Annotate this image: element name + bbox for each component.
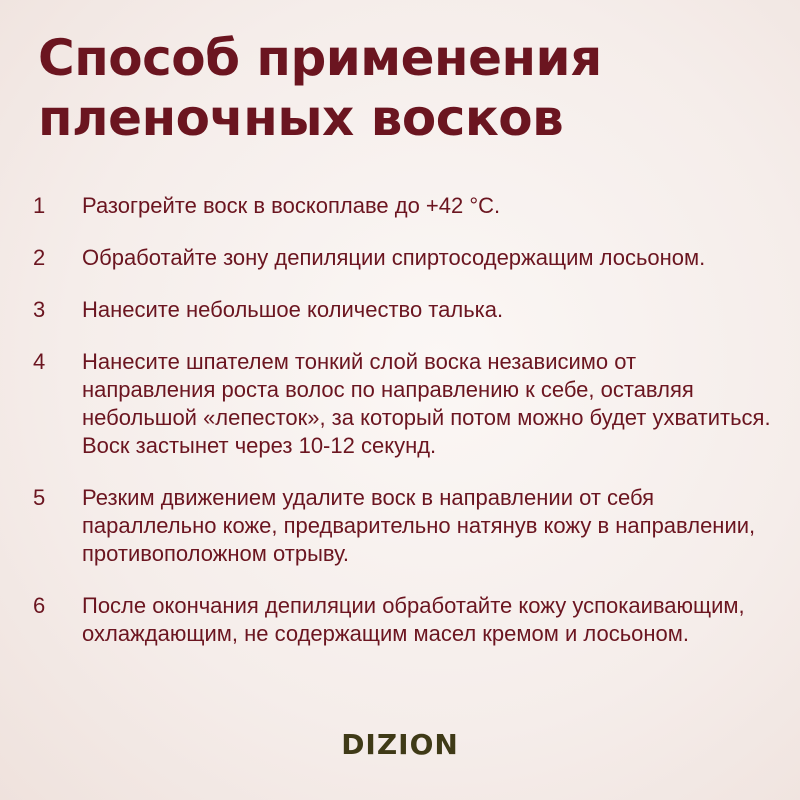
step-text: Резким движением удалите воск в направлении от себя параллельно коже, предварительно натянув кожу в направлении, противоположном отрыву. [82,485,756,566]
step-text: Нанесите небольшое количество талька. [82,297,504,322]
step-text: Нанесите шпателем тонкий слой воска независимо от направления роста волос по направлению к себе, оставляя небольшой «лепесток», за который потом можно будет ухватиться. Воск застынет через 10-12 секунд. [82,349,771,458]
step-text: Разогрейте воск в воскоплаве до +42 °C. [82,193,501,218]
step-item [0,296,800,324]
brand-logo: DIZION [341,728,459,761]
step-item [0,244,800,272]
step-item [0,484,800,568]
steps-list [0,192,800,672]
step-number: 2 [33,245,46,270]
page-title [38,28,768,148]
step-item [0,592,800,648]
step-text: Обработайте зону депиляции спиртосодержащим лосьоном. [82,245,706,270]
step-number: 6 [33,593,46,618]
step-text: После окончания депиляции обработайте кожу успокаивающим, охлаждающим, не содержащим масел кремом и лосьоном. [82,593,745,646]
step-number: 5 [33,485,46,510]
title-line-1: Способ применения [38,29,602,87]
step-number: 1 [33,193,46,218]
step-number: 4 [33,349,46,374]
title-line-2: пленочных восков [38,89,564,147]
step-item [0,192,800,220]
step-number: 3 [33,297,46,322]
step-item [0,348,800,460]
